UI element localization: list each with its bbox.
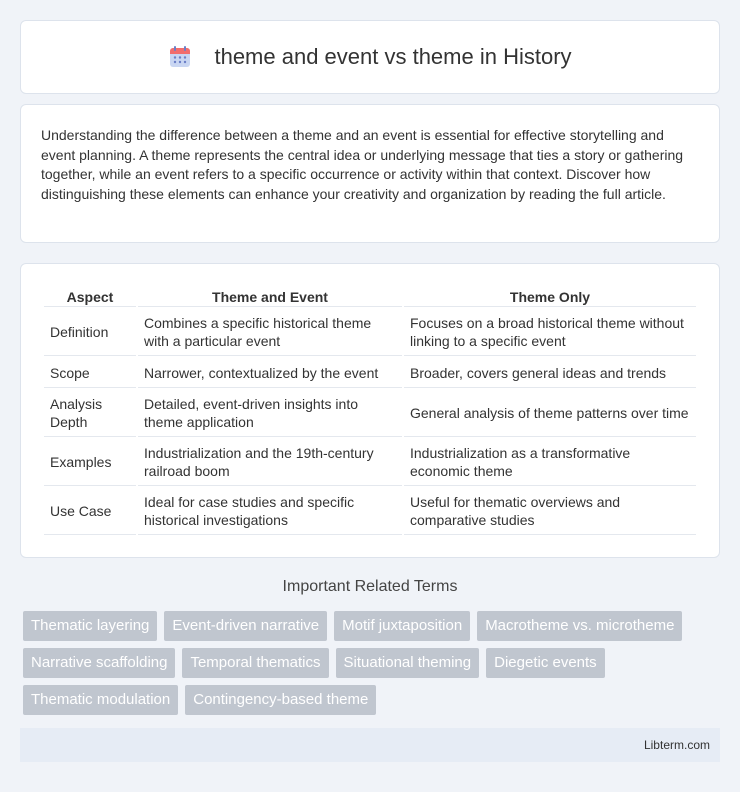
cell-theme-and-event: Combines a specific historical theme with a particular event — [138, 309, 402, 356]
header-card — [20, 20, 720, 94]
cell-theme-only: Focuses on a broad historical theme without linking to a specific event — [404, 309, 696, 356]
cell-aspect: Use Case — [44, 488, 136, 535]
cell-aspect: Analysis Depth — [44, 390, 136, 437]
related-term-tag[interactable]: Motif juxtaposition — [334, 611, 470, 641]
table-row — [44, 390, 696, 437]
column-header-theme-only: Theme Only — [404, 286, 696, 307]
page-title: theme and event vs theme in History — [214, 44, 572, 69]
related-term-tag[interactable]: Contingency-based theme — [185, 685, 376, 715]
related-term-tag[interactable]: Thematic modulation — [23, 685, 178, 715]
cell-theme-only: General analysis of theme patterns over time — [404, 390, 696, 437]
footer — [20, 728, 720, 762]
related-terms-heading: Important Related Terms — [282, 578, 458, 595]
intro-card — [20, 104, 720, 243]
cell-theme-and-event: Industrialization and the 19th-century railroad boom — [138, 439, 402, 486]
footer-site-link[interactable]: Libterm.com — [643, 738, 710, 752]
comparison-table — [42, 284, 698, 537]
related-term-tag[interactable]: Thematic layering — [23, 611, 157, 641]
related-term-tag[interactable]: Narrative scaffolding — [23, 648, 175, 678]
table-row — [44, 309, 696, 356]
cell-aspect: Scope — [44, 358, 136, 388]
related-term-tag[interactable]: Diegetic events — [486, 648, 605, 678]
column-header-aspect: Aspect — [44, 286, 136, 307]
calendar-icon — [168, 45, 192, 69]
intro-paragraph: Understanding the difference between a theme and an event is essential for effective storytelling and event planning. A theme represents the central idea or underlying message that ties a story or gathering together, while an event refers to a specific occurrence or activity within that context. Discover how distinguishing these elements can enhance your creativity and organization by reading the full article. — [41, 127, 684, 202]
cell-theme-and-event: Narrower, contextualized by the event — [138, 358, 402, 388]
header — [168, 44, 571, 70]
cell-theme-only: Broader, covers general ideas and trends — [404, 358, 696, 388]
cell-aspect: Definition — [44, 309, 136, 356]
table-header-row — [44, 286, 696, 307]
related-term-tag[interactable]: Situational theming — [336, 648, 480, 678]
cell-theme-only: Industrialization as a transformative economic theme — [404, 439, 696, 486]
comparison-table-card — [20, 263, 720, 558]
column-header-theme-and-event: Theme and Event — [138, 286, 402, 307]
cell-theme-and-event: Ideal for case studies and specific historical investigations — [138, 488, 402, 535]
table-row — [44, 358, 696, 388]
table-row — [44, 439, 696, 486]
related-terms-list — [23, 611, 723, 715]
cell-theme-and-event: Detailed, event-driven insights into theme application — [138, 390, 402, 437]
cell-theme-only: Useful for thematic overviews and comparative studies — [404, 488, 696, 535]
related-term-tag[interactable]: Event-driven narrative — [164, 611, 327, 641]
table-row — [44, 488, 696, 535]
related-term-tag[interactable]: Macrotheme vs. microtheme — [477, 611, 682, 641]
cell-aspect: Examples — [44, 439, 136, 486]
related-term-tag[interactable]: Temporal thematics — [182, 648, 328, 678]
